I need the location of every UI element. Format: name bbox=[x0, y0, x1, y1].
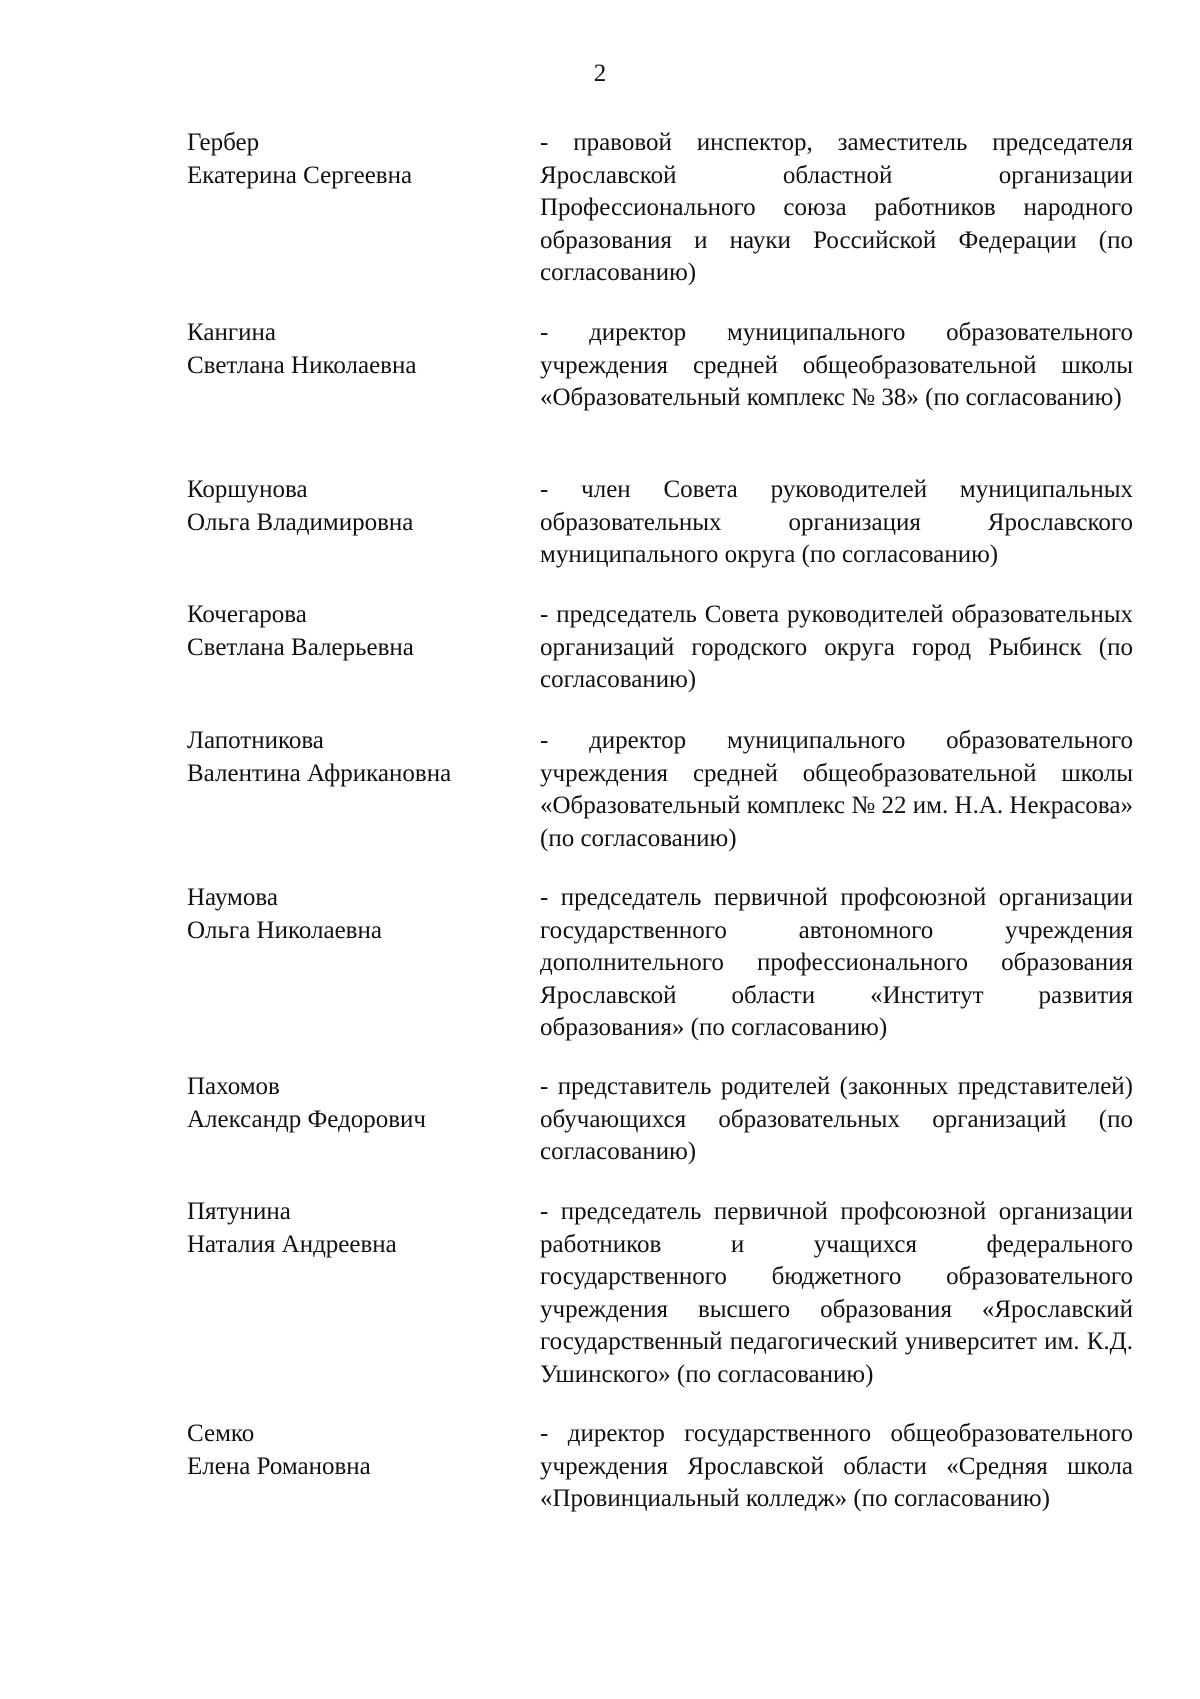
member-name bbox=[187, 882, 517, 947]
member-name bbox=[187, 1196, 517, 1261]
member-name bbox=[187, 725, 517, 790]
member-surname: Кочегарова bbox=[187, 601, 307, 628]
member-role: - представитель родителей (законных представителей) обучающихся образовательных организаций (по согласованию) bbox=[540, 1073, 1133, 1165]
member-given-names: Екатерина Сергеевна bbox=[187, 161, 413, 189]
member-name bbox=[187, 474, 517, 539]
member-name bbox=[187, 1071, 517, 1136]
member-role: - директор муниципального образовательного учреждения средней общеобразовательной школы «Образовательный комплекс № 22 им. Н.А. Некрасова» (по согласованию) bbox=[540, 727, 1133, 852]
member-role: - председатель первичной профсоюзной организации работников и учащихся федерального государственного бюджетного образовательного учреждения высшего образования «Ярославский государственный педагогический университет им. К.Д. Ушинского» (по согласованию) bbox=[540, 1198, 1133, 1388]
member-given-names: Наталия Андреевна bbox=[187, 1230, 397, 1258]
member-given-names: Ольга Владимировна bbox=[187, 508, 414, 536]
page-number: 2 bbox=[593, 60, 607, 87]
member-surname: Наумова bbox=[187, 884, 278, 911]
member-role: - председатель первичной профсоюзной организации государственного автономного учреждения дополнительного профессионального образования Ярославской области «Институт развития образования» (по согласованию) bbox=[540, 884, 1133, 1041]
member-role: - директор муниципального образовательного учреждения средней общеобразовательной школы «Образовательный комплекс № 38» (по согласованию) bbox=[540, 319, 1133, 411]
member-surname: Гербер bbox=[187, 129, 260, 156]
member-name bbox=[187, 599, 517, 664]
member-given-names: Валентина Африкановна bbox=[187, 759, 452, 787]
member-role: - директор государственного общеобразовательного учреждения Ярославской области «Средняя школа «Провинциальный колледж» (по согласованию) bbox=[540, 1420, 1133, 1512]
member-given-names: Елена Романовна bbox=[187, 1452, 371, 1480]
member-given-names: Светлана Валерьевна bbox=[187, 633, 414, 661]
member-surname: Коршунова bbox=[187, 476, 308, 503]
member-role: - член Совета руководителей муниципальных образовательных организация Ярославского муниципального округа (по согласованию) bbox=[540, 476, 1133, 568]
member-role: - председатель Совета руководителей образовательных организаций городского округа город Рыбинск (по согласованию) bbox=[540, 601, 1133, 693]
member-surname: Лапотникова bbox=[187, 727, 324, 754]
member-name bbox=[187, 317, 517, 382]
member-surname: Кангина bbox=[187, 319, 276, 346]
member-given-names: Ольга Николаевна bbox=[187, 916, 382, 944]
member-surname: Пятунина bbox=[187, 1198, 291, 1225]
member-surname: Пахомов bbox=[187, 1073, 280, 1100]
member-name bbox=[187, 127, 517, 192]
member-given-names: Александр Федорович bbox=[187, 1105, 426, 1133]
member-name bbox=[187, 1418, 517, 1483]
member-role: - правовой инспектор, заместитель председателя Ярославской областной организации Профессионального союза работников народного образования и науки Российской Федерации (по согласованию) bbox=[540, 129, 1133, 286]
member-given-names: Светлана Николаевна bbox=[187, 351, 417, 379]
member-surname: Семко bbox=[187, 1420, 255, 1447]
